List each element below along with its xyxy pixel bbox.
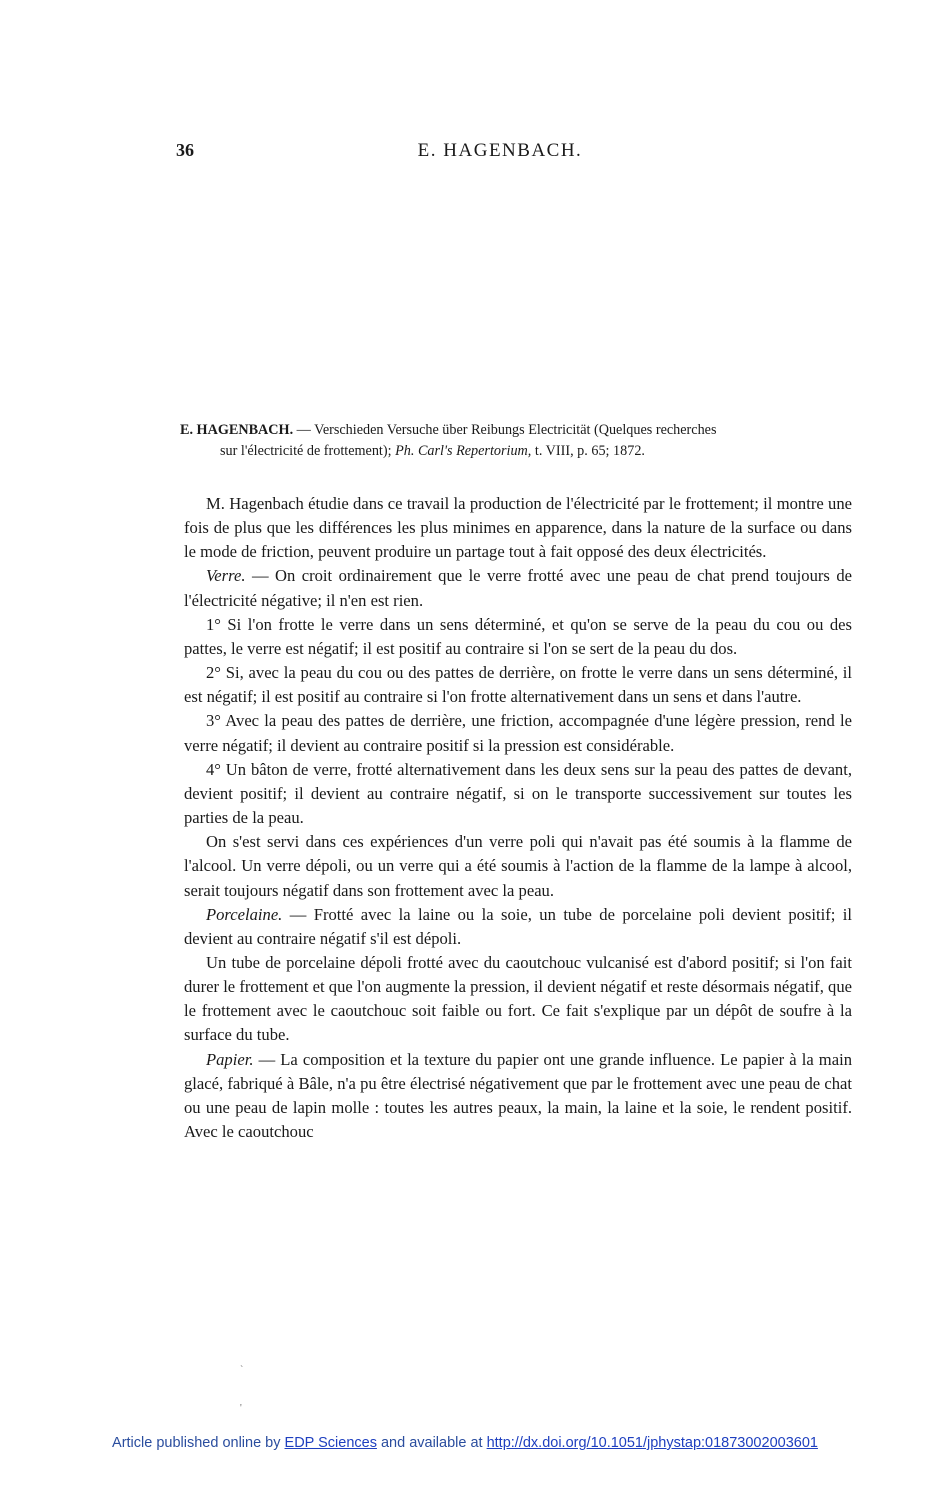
paragraph-text: — On croit ordinairement que le verre frotté avec une peau de chat prend toujours de l'électricité négative; il n'en est rien. bbox=[184, 566, 852, 610]
running-head: E. HAGENBACH. bbox=[417, 140, 583, 161]
paragraph bbox=[184, 613, 852, 661]
publication-footer bbox=[0, 1435, 930, 1451]
paragraph-lead: Verre. bbox=[206, 566, 246, 586]
paragraph-text: — La composition et la texture du papier ont une grande influence. Le papier à la main glacé, fabriqué à Bâle, n'a pu être électrisé négativement que par le frottement avec une peau de chat ou une peau de lapin molle : toutes les autres peaux, la main, la laine et la soie, le rendent positif. Avec le caoutchouc bbox=[184, 1049, 852, 1142]
citation-title-part2: sur l'électricité de frottement); bbox=[220, 443, 396, 459]
paragraph-text: M. Hagenbach étudie dans ce travail la production de l'électricité par le frottement; il montre une fois de plus que les différences les plus minimes en apparence, dans la nature de la surface ou dans le mode de friction, peuvent produire un partage tout à fait opposé des deux électricités. bbox=[184, 494, 852, 562]
citation-title-part1: — Verschieden Versuche über Reibungs Electricität (Quelques recherches bbox=[293, 422, 717, 438]
paragraph bbox=[184, 1048, 852, 1145]
doi-link[interactable]: http://dx.doi.org/10.1051/jphystap:01873002003601 bbox=[486, 1435, 818, 1451]
paragraph bbox=[184, 564, 852, 612]
paragraph-text: 1° Si l'on frotte le verre dans un sens déterminé, et qu'on se serve de la peau du cou ou des pattes, le verre est négatif; il est positif au contraire si l'on se sert de la peau du dos. bbox=[184, 614, 852, 658]
paragraph-text: Un tube de porcelaine dépoli frotté avec du caoutchouc vulcanisé est d'abord positif; si l'on fait durer le frottement et que l'on augmente la pression, il devient négatif et reste désormais négatif, que le frottement avec le caoutchouc soit faible ou fort. Ce fait s'explique par un dépôt de soufre à la surface du tube. bbox=[184, 952, 852, 1045]
paragraph-text: 4° Un bâton de verre, frotté alternativement dans les deux sens sur la peau des pattes de devant, devient positif; il devient au contraire négatif, si on le transporte successivement sur toutes les parties de la peau. bbox=[184, 759, 852, 828]
paragraph-text: 2° Si, avec la peau du cou ou des pattes de derrière, on frotte le verre dans un sens déterminé, il est négatif; il est positif au contraire si l'on frotte alternativement dans un sens et dans l'autre. bbox=[184, 663, 852, 707]
footer-middle: and available at bbox=[376, 1435, 487, 1451]
citation-author: E. HAGENBACH. bbox=[180, 422, 294, 438]
paragraph bbox=[184, 661, 852, 709]
paragraph-text: On s'est servi dans ces expériences d'un verre poli qui n'avait pas été soumis à la flamme de l'alcool. Un verre dépoli, ou un verre qui a été soumis à l'action de la flamme de la lampe à alcool, serait toujours négatif dans son frottement avec la peau. bbox=[184, 832, 852, 900]
paragraph bbox=[184, 758, 852, 830]
paragraph-lead: Porcelaine. bbox=[206, 904, 283, 924]
citation-line-2 bbox=[180, 441, 848, 462]
scan-marks: ` ' bbox=[240, 1365, 244, 1414]
paragraph bbox=[184, 709, 852, 757]
citation-block bbox=[180, 420, 848, 462]
paragraph-text: 3° Avec la peau des pattes de derrière, une friction, accompagnée d'une légère pression, rend le verre négatif; il devient au contraire positif si la pression est considérable. bbox=[184, 711, 852, 755]
footer-prefix: Article published online by bbox=[112, 1435, 285, 1451]
paragraph bbox=[184, 492, 852, 564]
citation-details: t. VIII, p. 65; 1872. bbox=[531, 443, 645, 459]
paragraph bbox=[184, 951, 852, 1048]
citation-journal: Ph. Carl's Repertorium, bbox=[395, 443, 532, 459]
paragraph bbox=[184, 830, 852, 902]
paragraph-lead: Papier. bbox=[206, 1049, 254, 1069]
paragraph bbox=[184, 903, 852, 951]
page-number: 36 bbox=[176, 140, 194, 160]
article-body bbox=[184, 492, 852, 1144]
paragraph-text: — Frotté avec la laine ou la soie, un tube de porcelaine poli devient positif; il devient au contraire négatif s'il est dépoli. bbox=[184, 904, 852, 948]
publisher-link[interactable]: EDP Sciences bbox=[284, 1435, 377, 1451]
